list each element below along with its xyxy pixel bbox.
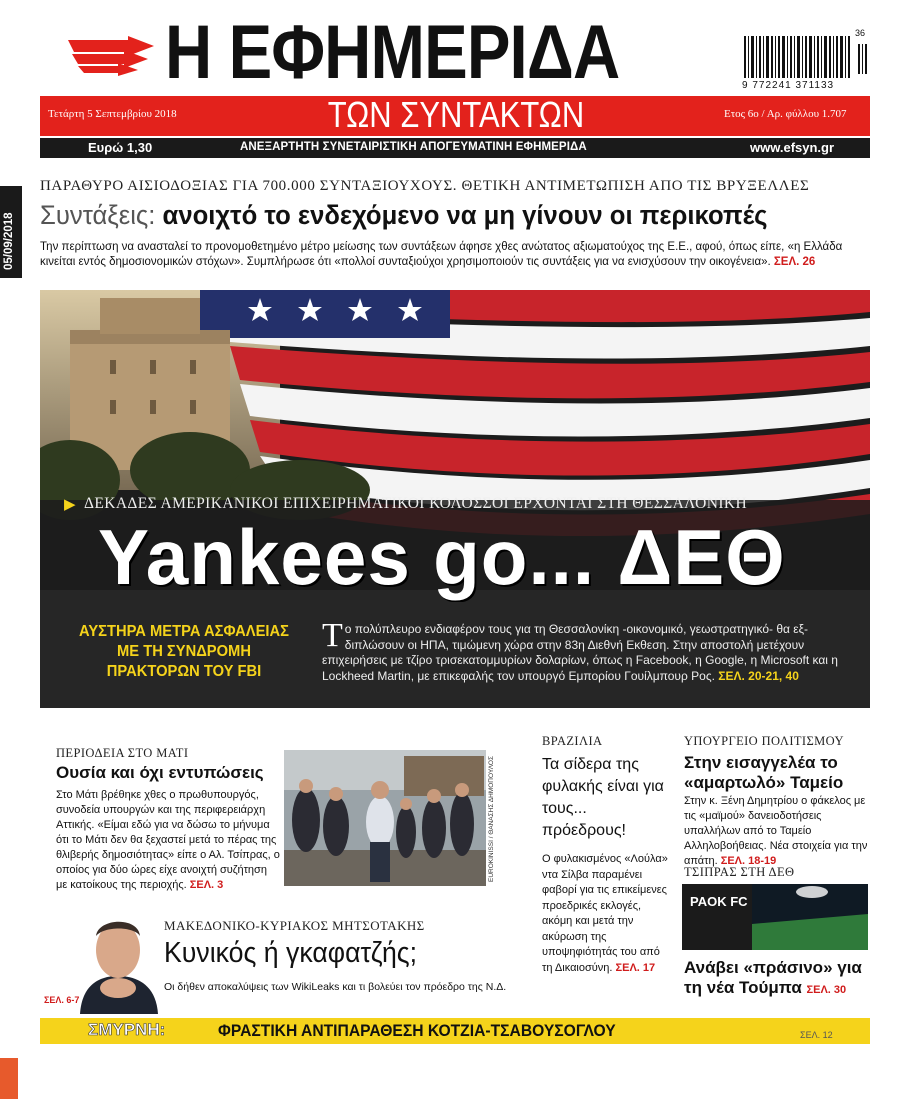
hero-kicker (84, 495, 747, 513)
culture-headline[interactable]: Στην εισαγγελέα το «αμαρτωλό» Ταμείο (684, 753, 844, 792)
mitsotakis-kicker: ΜΑΚΕΔΟΝΙΚΟ-ΚΥΡΙΑΚΟΣ ΜΗΤΣΟΤΑΚΗΣ (164, 918, 425, 933)
top-story-headline[interactable] (40, 200, 768, 231)
hero-kicker-arrow-icon: ▶ (64, 496, 76, 513)
price: Ευρώ 1,30 (88, 140, 153, 155)
side-date-text: 05/09/2018 (3, 212, 15, 270)
top-story-headline-rest: ανοιχτό το ενδεχόμενο να μη γίνουν οι περικοπές (155, 200, 768, 230)
masthead-title: Η ΕΦΗΜΕΡΙΔΑ (165, 10, 620, 95)
barcode-issue: 36 (855, 28, 866, 38)
crowd-photo (284, 750, 486, 886)
culture-kicker: ΥΠΟΥΡΓΕΙΟ ΠΟΛΙΤΙΣΜΟΥ (684, 734, 844, 748)
barcode-number: 9 772241 371133 (742, 80, 835, 91)
mati-photo-credit (488, 754, 498, 884)
culture-page-ref: ΣΕΛ. 18-19 (720, 855, 777, 867)
barcode (742, 36, 870, 86)
mati-kicker: ΠΕΡΙΟΔΕΙΑ ΣΤΟ ΜΑΤΙ (56, 746, 189, 760)
hero-page-ref: ΣΕΛ. 20-21, 40 (718, 668, 799, 683)
bottom-bar-page-ref: ΣΕΛ. 12 (800, 1030, 833, 1040)
side-date-tab (0, 186, 22, 278)
brazil-body-text: Ο φυλακισμένος «Λούλα» ντα Σίλβα παραμένει φαβορί για τις επικείμενες προεδρικές εκλογές, ακόμη και μετά την ακύρωση της υποψηφιότητάς του από τη Δικαιοσύνη. (542, 853, 668, 974)
mati-body (56, 788, 280, 893)
mati-headline[interactable]: Ουσία και όχι εντυπώσεις (56, 763, 264, 782)
stadium-photo[interactable] (682, 884, 868, 950)
bottom-bar-text: ΦΡΑΣΤΙΚΗ ΑΝΤΙΠΑΡΑΘΕΣΗ ΚΟΤΖΙΑ-ΤΣΑΒΟΥΣΟΓΛΟΥ (218, 1021, 616, 1040)
mitsotakis-body: Οι δήθεν αποκαλύψεις των WikiLeaks και τι βολεύει τον πρόεδρο της Ν.Δ. (164, 981, 507, 993)
hero-side-line-3: ΠΡΑΚΤΟΡΩΝ ΤΟΥ FBI (106, 663, 262, 680)
brazil-headline[interactable]: Τα σίδερα της φυλακής είναι για τους... πρόεδρους! (542, 756, 664, 839)
hero-body-text: ο πολύπλευρο ενδιαφέρον τους για τη Θεσσαλονίκη -οικονομικό, γεωστρατηγικό- θα εξ- διπλώσουν οι ΗΠΑ, τιμώμενη χώρα στην 83η Διεθνή Εκθεση. Στην αποστολή μετέχουν επιχειρήσεις με τζίρο τρισεκατομμυρίων δολαρίων, όπως η Facebook, η Google, η Microsoft και η Lockheed Martin, με επικεφαλής τον υπουργό Εμπορίου Γουίλμπουρ Ρος. (322, 622, 838, 683)
masthead-subtitle: ΤΩΝ ΣΥΝΤΑΚΤΩΝ (327, 94, 585, 135)
stadium-illustration (682, 884, 868, 950)
mitsotakis-page-ref: ΣΕΛ. 6-7 (44, 995, 80, 1005)
hero-side-line-1: ΑΥΣΤΗΡΑ ΜΕΤΡΑ ΑΣΦΑΛΕΙΑΣ (79, 623, 289, 640)
tsipras-kicker: ΤΣΙΠΡΑΣ ΣΤΗ ΔΕΘ (684, 865, 795, 879)
mitsotakis-portrait[interactable] (74, 906, 162, 1014)
website-link[interactable]: www.efsyn.gr (750, 140, 835, 155)
hero-side-line-2: ΜΕ ΤΗ ΣΥΝΔΡΟΜΗ (117, 643, 251, 660)
top-story-kicker: ΠΑΡΑΘΥΡΟ ΑΙΣΙΟΔΟΞΙΑΣ ΓΙΑ 700.000 ΣΥΝΤΑΞΙΟΥΧΟΥΣ. ΘΕΤΙΚΗ ΑΝΤΙΜΕΤΩΠΙΣΗ ΑΠΟ ΤΙΣ ΒΡΥΞΕΛΛΕΣ (40, 178, 810, 194)
tsipras-page-ref: ΣΕΛ. 30 (806, 984, 847, 996)
paok-sign: PAOK FC (690, 894, 748, 909)
top-story-text: Την περίπτωση να ανασταλεί το προνομοθετημένο μέτρο μείωσης των συντάξεων άφησε χθες ανώτατος αξιωματούχος της Ε.Ε., αφού, όπως είπε, «η Ελλάδα κινείται εντός δημοσιονομικών στόχων». Συμπλήρωσε ότι «πολλοί συνταξιούχοι χρησιμοποιούν τις συντάξεις για να ενισχύσουν την οικογένεια». (40, 241, 843, 268)
top-story-headline-lead: Συντάξεις: (40, 200, 156, 230)
mati-photo-credit-text: EUROKINISSI / ΘΑΝΑΣΗΣ ΔΗΜΟΠΟΥΛΟΣ (488, 756, 495, 882)
issue-date: Τετάρτη 5 Σεπτεμβρίου 2018 (48, 108, 177, 120)
hero-drop-cap: Τ (322, 617, 343, 654)
hero-kicker-text: ΔΕΚΑΔΕΣ ΑΜΕΡΙΚΑΝΙΚΟΙ ΕΠΙΧΕΙΡΗΜΑΤΙΚΟΙ ΚΟΛΟΣΣΟΙ ΕΡΧΟΝΤΑΙ ΣΤΗ ΘΕΣΣΑΛΟΝΙΚΗ (84, 495, 748, 512)
portrait-illustration (74, 906, 162, 1014)
tsipras-headline-text: Ανάβει «πράσινο» για τη νέα Τούμπα (684, 958, 862, 997)
bottom-bar-label: ΣΜΥΡΝΗ: (88, 1020, 166, 1039)
mati-photo[interactable] (284, 750, 486, 886)
culture-body (684, 794, 870, 869)
mati-page-ref: ΣΕΛ. 3 (189, 879, 224, 891)
brazil-body (542, 852, 672, 976)
issue-number: Ετος 6ο / Αρ. φύλλου 1.707 (724, 108, 847, 120)
logo-arrows-icon (68, 34, 154, 76)
corner-mark (0, 1058, 18, 1099)
hero-title[interactable]: Yankees go... ΔΕΘ (98, 513, 786, 601)
tsipras-headline[interactable] (684, 958, 868, 1000)
hero-body (322, 617, 862, 684)
brazil-kicker: ΒΡΑΖΙΛΙΑ (542, 734, 603, 748)
culture-body-text: Στην κ. Ξένη Δημητρίου ο φάκελος με τις «μαϊμού» δανειοδοτήσεις υπαλλήλων από το Ταμείο Αλληλοβοήθειας. Νέα στοιχεία για την απάτη. (684, 795, 868, 867)
mitsotakis-headline[interactable]: Κυνικός ή γκαφατζής; (164, 937, 418, 969)
brazil-page-ref: ΣΕΛ. 17 (615, 961, 656, 974)
mati-body-text: Στο Μάτι βρέθηκε χθες ο πρωθυπουργός, συνοδεία υπουργών και της περιφερειάρχη Αττικής. «Είμαι εδώ για να δώσω το μήνυμα ότι το Μάτι δεν θα ξεχαστεί μετά το πέρας της θλιβερής δημοσιότητας» είπε ο Αλ. Τσίπρας, ο οποίος για δύο ώρες είχε ανοιχτή συζήτηση με κατοίκους της περιοχής. (56, 789, 280, 891)
top-story-page-ref: ΣΕΛ. 26 (773, 256, 816, 268)
hero-side-note (66, 622, 302, 682)
tagline: ΑΝΕΞΑΡΤΗΤΗ ΣΥΝΕΤΑΙΡΙΣΤΙΚΗ ΑΠΟΓΕΥΜΑΤΙΝΗ ΕΦΗΜΕΡΙΔΑ (240, 141, 587, 153)
top-story-body (40, 240, 872, 270)
